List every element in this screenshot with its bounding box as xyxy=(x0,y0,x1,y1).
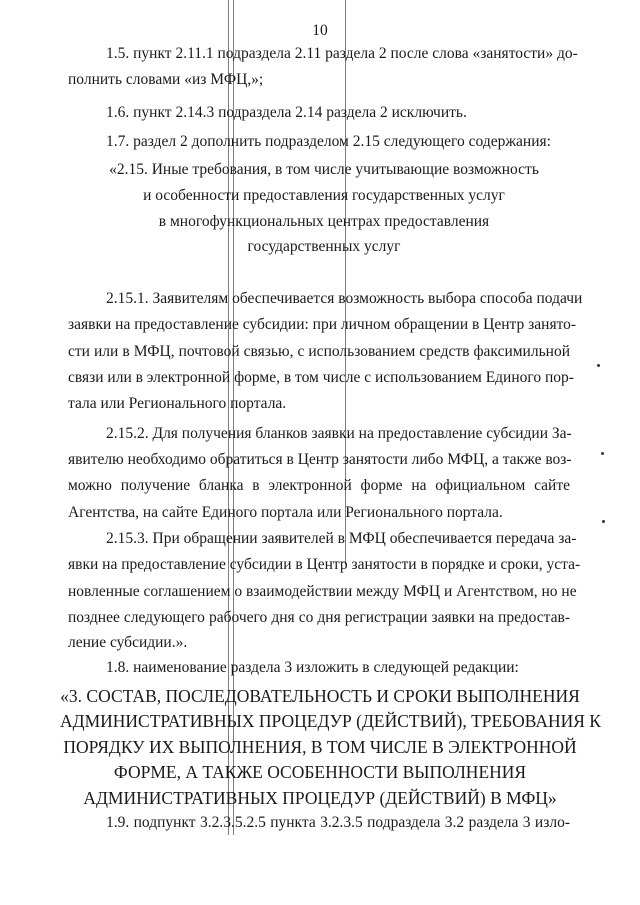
text-line: 2.15.1. Заявителям обеспечивается возможность выбора способа подачи xyxy=(106,290,583,307)
section-title-line: ФОРМЕ, А ТАКЖЕ ОСОБЕННОСТИ ВЫПОЛНЕНИЯ xyxy=(113,762,527,782)
text-line: 1.6. пункт 2.14.3 подраздела 2.14 раздела 2 исключить. xyxy=(106,104,467,121)
text-line: 1.5. пункт 2.11.1 подраздела 2.11 раздела 2 после слова «занятости» до- xyxy=(106,45,578,62)
text-line: можно получение бланка в электронной форме на официальном сайте xyxy=(68,477,570,494)
text-line: новленные соглашением о взаимодействии между МФЦ и Агентством, но не xyxy=(68,583,577,600)
section-title-line: АДМИНИСТРАТИВНЫХ ПРОЦЕДУР (ДЕЙСТВИЙ), ТРЕБОВАНИЯ К xyxy=(60,711,601,731)
text-line: ление субсидии.». xyxy=(68,634,188,651)
section-title-line: ПОРЯДКУ ИХ ВЫПОЛНЕНИЯ, В ТОМ ЧИСЛЕ В ЭЛЕКТРОННОЙ xyxy=(63,737,577,757)
text-line: тала или Регионального портала. xyxy=(68,395,287,412)
text-line: явки на предоставление субсидии в Центр занятости в порядке и сроки, уста- xyxy=(68,556,581,573)
scan-speck xyxy=(597,364,600,367)
text-line: позднее следующего рабочего дня со дня регистрации заявки на предостав- xyxy=(68,609,570,626)
text-line: заявки на предоставление субсидии: при личном обращении в Центр занято- xyxy=(68,316,577,333)
text-line: Агентства, на сайте Единого портала или Регионального портала. xyxy=(68,504,503,521)
text-line: 1.8. наименование раздела 3 изложить в следующей редакции: xyxy=(106,659,519,676)
page-number: 10 xyxy=(312,22,328,39)
section-heading-line: в многофункциональных центрах предоставления xyxy=(158,213,490,230)
text-line: сти или в МФЦ, почтовой связью, с использованием средств факсимильной xyxy=(68,343,570,360)
text-line: полнить словами «из МФЦ,»; xyxy=(68,71,264,88)
section-heading-line: «2.15. Иные требования, в том числе учитывающие возможность xyxy=(109,161,539,178)
text-line: 2.15.3. При обращении заявителей в МФЦ обеспечивается передача за- xyxy=(106,530,577,547)
text-line: 2.15.2. Для получения бланков заявки на предоставление субсидии За- xyxy=(106,425,572,442)
text-line: явителю необходимо обратиться в Центр занятости либо МФЦ, а также воз- xyxy=(68,451,572,468)
section-title-line: АДМИНИСТРАТИВНЫХ ПРОЦЕДУР (ДЕЙСТВИЙ) В МФЦ» xyxy=(83,788,557,808)
scan-speck xyxy=(602,520,605,523)
section-heading-line: и особенности предоставления государственных услуг xyxy=(143,187,505,204)
text-line: 1.9. подпункт 3.2.3.5.2.5 пункта 3.2.3.5 подраздела 3.2 раздела 3 изло- xyxy=(106,814,570,831)
text-line: 1.7. раздел 2 дополнить подразделом 2.15 следующего содержания: xyxy=(106,133,551,150)
section-title-line: «3. СОСТАВ, ПОСЛЕДОВАТЕЛЬНОСТЬ И СРОКИ ВЫПОЛНЕНИЯ xyxy=(60,686,580,706)
scan-speck xyxy=(601,452,604,455)
text-line: связи или в электронной форме, в том числе с использованием Единого пор- xyxy=(68,369,574,386)
section-heading-line: государственных услуг xyxy=(247,238,401,255)
